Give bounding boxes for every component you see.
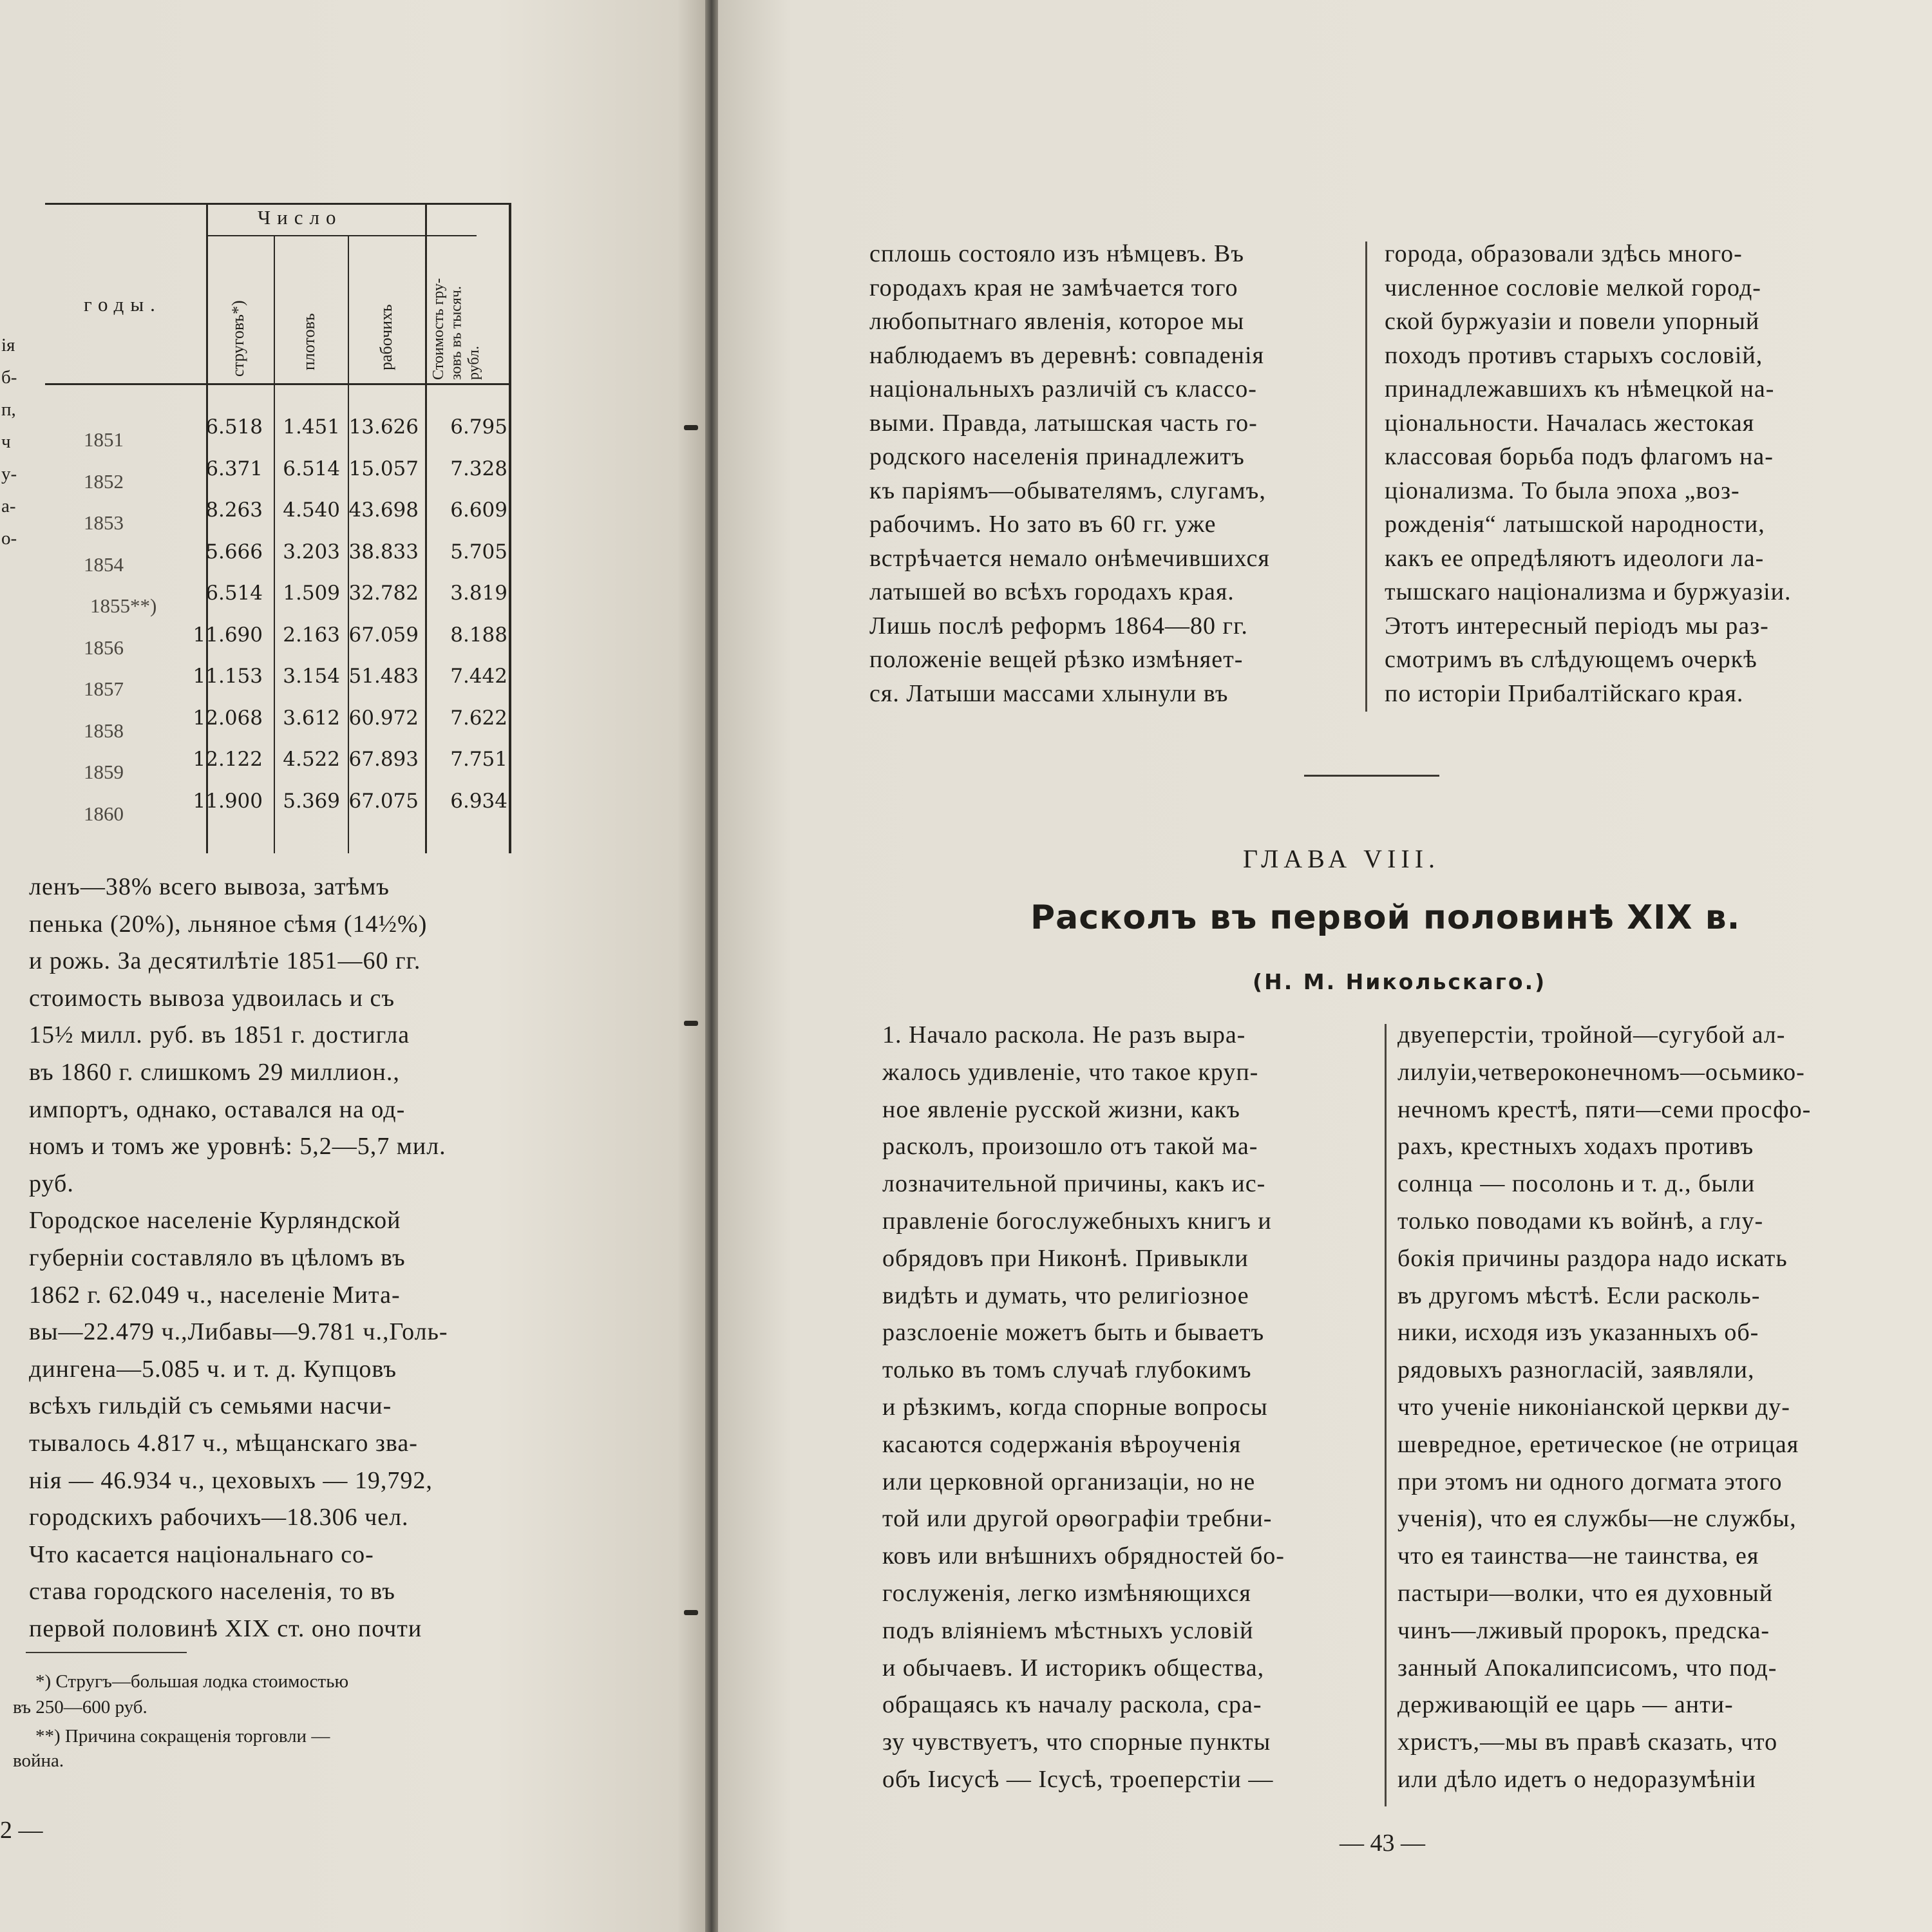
body-line: разслоеніе можетъ быть и бываетъ [882, 1319, 1265, 1347]
body-line: шевредное, еретическое (не отрицая [1397, 1430, 1799, 1458]
body-line: держивающій ее царь — анти- [1397, 1691, 1734, 1719]
body-line: 15½ милл. руб. въ 1851 г. достигла [29, 1021, 410, 1049]
body-line: Что касается національнаго со- [29, 1540, 374, 1568]
body-line: при этомъ ни одного догмата этого [1397, 1468, 1783, 1495]
body-line: лозначительной причины, какъ ис- [882, 1170, 1266, 1198]
body-line: солнца — посолонь и т. д., были [1397, 1170, 1756, 1198]
body-line: рахъ, крестныхъ ходахъ противъ [1397, 1133, 1754, 1160]
chapter-author: (Н. М. Никольскаго.) [1253, 969, 1547, 994]
table-cell-workers: 67.075 [348, 789, 419, 813]
footnote-line: въ 250—600 руб. [13, 1697, 147, 1718]
table-cell-boats: 11.900 [193, 789, 263, 813]
table-header-rule [45, 383, 509, 385]
body-line: что ученіе никоніанской церкви ду- [1397, 1394, 1790, 1421]
binding-clip [684, 1021, 698, 1026]
table-cell-value: 5.705 [450, 540, 507, 564]
table-cell-rafts: 3.612 [283, 706, 340, 730]
body-line: Этотъ интересный періодъ мы раз- [1385, 612, 1769, 639]
body-line: къ паріямъ—обывателямъ, слугамъ, [869, 477, 1266, 504]
footnote-rule [26, 1652, 187, 1653]
body-line: бокія причины раздора надо искать [1397, 1244, 1788, 1272]
table-cell-value: 6.934 [450, 789, 507, 813]
body-line: лилуіи,четвероконечномъ—осьмико- [1397, 1058, 1805, 1086]
body-line: вы—22.479 ч.,Либавы—9.781 ч.,Голь- [29, 1318, 448, 1346]
table-cell-rafts: 5.369 [283, 789, 340, 813]
table-right-border [509, 203, 511, 853]
table-row-year: 1852 [84, 469, 124, 493]
body-line: подъ вліяніемъ мѣстныхъ условій [882, 1616, 1254, 1644]
table-row-year: 1854 [84, 553, 124, 576]
body-line: зу чувствуетъ, что спорные пункты [882, 1728, 1271, 1756]
table-cell-boats: 5.666 [205, 540, 263, 564]
table-cell-rafts: 2.163 [283, 623, 340, 647]
body-line: въ 1860 г. слишкомъ 29 миллион., [29, 1059, 400, 1086]
margin-fragment: ч [1, 431, 11, 452]
table-cell-workers: 13.626 [348, 415, 419, 439]
table-cell-workers: 67.059 [348, 623, 419, 647]
table-cell-workers: 15.057 [348, 457, 419, 480]
body-line: выми. Правда, латышская часть го- [869, 409, 1258, 437]
chapter-number: ГЛАВА VIII. [1243, 844, 1441, 873]
table-cell-boats: 6.371 [205, 457, 263, 480]
body-line: жалось удивленіе, что такое круп- [882, 1058, 1259, 1086]
body-line: походъ противъ старыхъ сословій, [1385, 341, 1763, 369]
body-line: пенька (20%), льняное сѣмя (14½%) [29, 910, 428, 938]
table-group-header: Число [258, 206, 343, 229]
body-line: объ Іисусѣ — Ісусѣ, троеперстіи — [882, 1766, 1274, 1793]
table-row-year: 1855**) [90, 594, 157, 617]
body-line: классовая борьба подъ флагомъ на- [1385, 443, 1774, 470]
body-line: касаются содержанія вѣроученія [882, 1430, 1242, 1458]
body-line: ціонализма. То была эпоха „воз- [1385, 477, 1740, 504]
body-line: номъ и томъ же уровнѣ: 5,2—5,7 мил. [29, 1133, 446, 1160]
body-line: тышскаго націонализма и буржуазіи. [1385, 578, 1792, 605]
body-line: ники, исходя изъ указанныхъ об- [1397, 1319, 1759, 1347]
body-line: обращаясь къ началу раскола, сра- [882, 1691, 1262, 1719]
body-line: занный Апокалипсисомъ, что под- [1397, 1654, 1777, 1681]
body-line: смотримъ въ слѣдующемъ очеркѣ [1385, 646, 1757, 673]
table-cell-value: 7.751 [450, 748, 507, 771]
body-line: расколъ, произошло отъ такой ма- [882, 1133, 1258, 1160]
body-line: и рѣзкимъ, когда спорные вопросы [882, 1394, 1268, 1421]
col-header-workers: рабочихъ [377, 304, 395, 370]
table-top-rule [45, 203, 509, 205]
margin-fragment: б- [1, 367, 17, 388]
table-cell-rafts: 1.509 [283, 582, 340, 605]
body-line: принадлежавшихъ къ нѣмецкой на- [1385, 375, 1775, 402]
table-cell-workers: 32.782 [348, 582, 419, 605]
footnote-line: **) Причина сокращенія торговли — [35, 1726, 330, 1747]
body-line: родского населенія принадлежитъ [869, 443, 1245, 470]
body-line: правленіе богослужебныхъ книгъ и [882, 1208, 1272, 1235]
body-line: что ея таинства—не таинства, ея [1397, 1542, 1759, 1570]
body-line: городскихъ рабочихъ—18.306 чел. [29, 1504, 409, 1531]
body-line: импортъ, однако, оставался на од- [29, 1095, 406, 1123]
body-line: всѣхъ гильдій съ семьями насчи- [29, 1392, 392, 1420]
table-cell-workers: 67.893 [348, 748, 419, 771]
margin-fragment: ія [1, 335, 15, 355]
binding-clip [684, 425, 698, 430]
table-cell-boats: 6.514 [205, 582, 263, 605]
body-line: національныхъ различій съ классо- [869, 375, 1257, 402]
table-row-year: 1860 [84, 802, 124, 825]
body-line: или церковной организаціи, но не [882, 1468, 1256, 1495]
chapter-title: Расколъ въ первой половинѣ XIX в. [1030, 898, 1741, 937]
table-row-year: 1859 [84, 761, 124, 783]
body-line: ковъ или внѣшнихъ обрядностей бо- [882, 1542, 1285, 1570]
body-line: ской буржуазіи и повели упорный [1385, 308, 1760, 335]
table-cell-value: 7.328 [450, 457, 507, 480]
body-line: гослуженія, легко измѣняющихся [882, 1580, 1251, 1607]
body-line: или дѣло идетъ о недоразумѣніи [1397, 1766, 1756, 1793]
table-cell-value: 3.819 [450, 582, 507, 605]
body-line: по исторіи Прибалтійскаго края. [1385, 679, 1744, 707]
body-line: Лишь послѣ реформъ 1864—80 гг. [869, 612, 1248, 639]
table-cell-boats: 12.068 [193, 706, 263, 730]
body-line: обрядовъ при Никонѣ. Привыкли [882, 1244, 1249, 1272]
body-line: рожденія“ латышской народности, [1385, 511, 1765, 538]
body-line: Городское населеніе Курляндской [29, 1207, 401, 1235]
body-line: латышей во всѣхъ городахъ края. [869, 578, 1235, 605]
body-line: 1. Начало раскола. Не разъ выра- [882, 1021, 1246, 1048]
body-line: въ другомъ мѣстѣ. Если расколь- [1397, 1282, 1761, 1309]
col-header-years: годы. [84, 293, 162, 316]
body-line: какъ ее опредѣляютъ идеологи ла- [1385, 544, 1765, 572]
column-rule [1365, 242, 1367, 712]
footnote-line: *) Стругъ—большая лодка стоимостью [35, 1671, 349, 1692]
body-line: христъ,—мы въ правѣ сказать, что [1397, 1728, 1778, 1756]
margin-fragment: а- [1, 496, 16, 516]
table-cell-value: 6.795 [450, 415, 507, 439]
body-line: чинъ—лживый пророкъ, предска- [1397, 1616, 1770, 1644]
book-gutter [705, 0, 718, 1932]
footnote-line: война. [13, 1750, 64, 1771]
body-line: ученія), что ея службы—не службы, [1397, 1505, 1797, 1533]
section-divider [1304, 775, 1439, 777]
table-row-year: 1857 [84, 677, 124, 700]
body-line: видѣть и думать, что религіозное [882, 1282, 1249, 1309]
body-line: наблюдаемъ въ деревнѣ: совпаденія [869, 341, 1265, 369]
table-cell-boats: 11.690 [193, 623, 263, 647]
table-cell-rafts: 3.154 [283, 665, 340, 688]
body-line: города, образовали здѣсь много- [1385, 240, 1743, 267]
body-line: двуеперстіи, тройной—сугубой ал- [1397, 1021, 1786, 1048]
table-row-year: 1856 [84, 636, 124, 659]
body-line: и обычаевъ. И историкъ общества, [882, 1654, 1265, 1681]
table-cell-value: 8.188 [450, 623, 507, 647]
left-page-number: 2 — [0, 1817, 43, 1844]
table-row-year: 1851 [84, 428, 124, 451]
binding-clip [684, 1610, 698, 1615]
table-cell-rafts: 3.203 [283, 540, 340, 564]
table-cell-rafts: 6.514 [283, 457, 340, 480]
body-line: городахъ края не замѣчается того [869, 274, 1238, 301]
body-line: той или другой орѳографіи требни- [882, 1505, 1273, 1533]
body-line: любопытнаго явленія, которое мы [869, 308, 1245, 335]
body-line: ленъ—38% всего вывоза, затѣмъ [29, 873, 390, 900]
table-cell-value: 7.442 [450, 665, 507, 688]
table-cell-boats: 11.153 [193, 665, 263, 688]
body-line: ся. Латыши массами хлынули въ [869, 679, 1229, 707]
body-line: руб. [29, 1170, 74, 1197]
body-line: сплошь состояло изъ нѣмцевъ. Въ [869, 240, 1244, 267]
body-line: только поводами къ войнѣ, а глу- [1397, 1208, 1764, 1235]
body-line: первой половинѣ XIX ст. оно почти [29, 1615, 422, 1642]
body-line: дингена—5.085 ч. и т. д. Купцовъ [29, 1355, 397, 1383]
shipping-table [45, 203, 509, 853]
margin-fragment: п, [1, 399, 16, 420]
body-line: и рожь. За десятилѣтіе 1851—60 гг. [29, 947, 421, 975]
col-header-boats: струговъ*) [229, 300, 247, 377]
margin-fragment: у- [1, 464, 17, 484]
body-line: численное сословіе мелкой город- [1385, 274, 1761, 301]
table-cell-rafts: 4.540 [283, 498, 340, 522]
table-cell-workers: 60.972 [348, 706, 419, 730]
table-divider [274, 235, 275, 853]
table-cell-value: 6.609 [450, 498, 507, 522]
body-line: става городского населенія, то въ [29, 1578, 395, 1605]
table-row-year: 1853 [84, 511, 124, 534]
body-line: только въ томъ случаѣ глубокимъ [882, 1356, 1252, 1384]
col-header-rafts: плотовъ [299, 313, 318, 370]
right-page-number: — 43 — [1340, 1830, 1425, 1857]
body-line: ціональности. Началась жестокая [1385, 409, 1755, 437]
table-cell-rafts: 4.522 [283, 748, 340, 771]
table-cell-boats: 12.122 [193, 748, 263, 771]
left-page [0, 0, 705, 1932]
table-cell-boats: 8.263 [205, 498, 263, 522]
col-header-value: Стоимость гру- зовъ въ тысяч. рубл. [430, 278, 483, 380]
body-line: пастыри—волки, что ея духовный [1397, 1580, 1774, 1607]
table-cell-workers: 43.698 [348, 498, 419, 522]
table-cell-value: 7.622 [450, 706, 507, 730]
body-line: стоимость вывоза удвоилась и съ [29, 984, 395, 1012]
body-line: рядовыхъ разногласій, заявляли, [1397, 1356, 1755, 1384]
body-line: 1862 г. 62.049 ч., населеніе Мита- [29, 1281, 401, 1309]
table-divider [425, 203, 427, 853]
table-row-year: 1858 [84, 719, 124, 742]
body-line: рабочимъ. Но зато въ 60 гг. уже [869, 511, 1217, 538]
body-line: тывалось 4.817 ч., мѣщанскаго зва- [29, 1430, 418, 1457]
body-line: нія — 46.934 ч., цеховыхъ — 19,792, [29, 1466, 433, 1494]
table-cell-rafts: 1.451 [283, 415, 340, 439]
body-line: губерніи составляло въ цѣломъ въ [29, 1244, 406, 1271]
column-rule [1385, 1024, 1387, 1806]
margin-fragment: о- [1, 528, 17, 549]
body-line: встрѣчается немало онѣмечившихся [869, 544, 1270, 572]
table-cell-workers: 38.833 [348, 540, 419, 564]
table-cell-boats: 6.518 [205, 415, 263, 439]
body-line: нечномъ крестѣ, пяти—семи просфо- [1397, 1095, 1812, 1123]
body-line: ное явленіе русской жизни, какъ [882, 1095, 1240, 1123]
table-cell-workers: 51.483 [348, 665, 419, 688]
body-line: положеніе вещей рѣзко измѣняет- [869, 646, 1244, 673]
